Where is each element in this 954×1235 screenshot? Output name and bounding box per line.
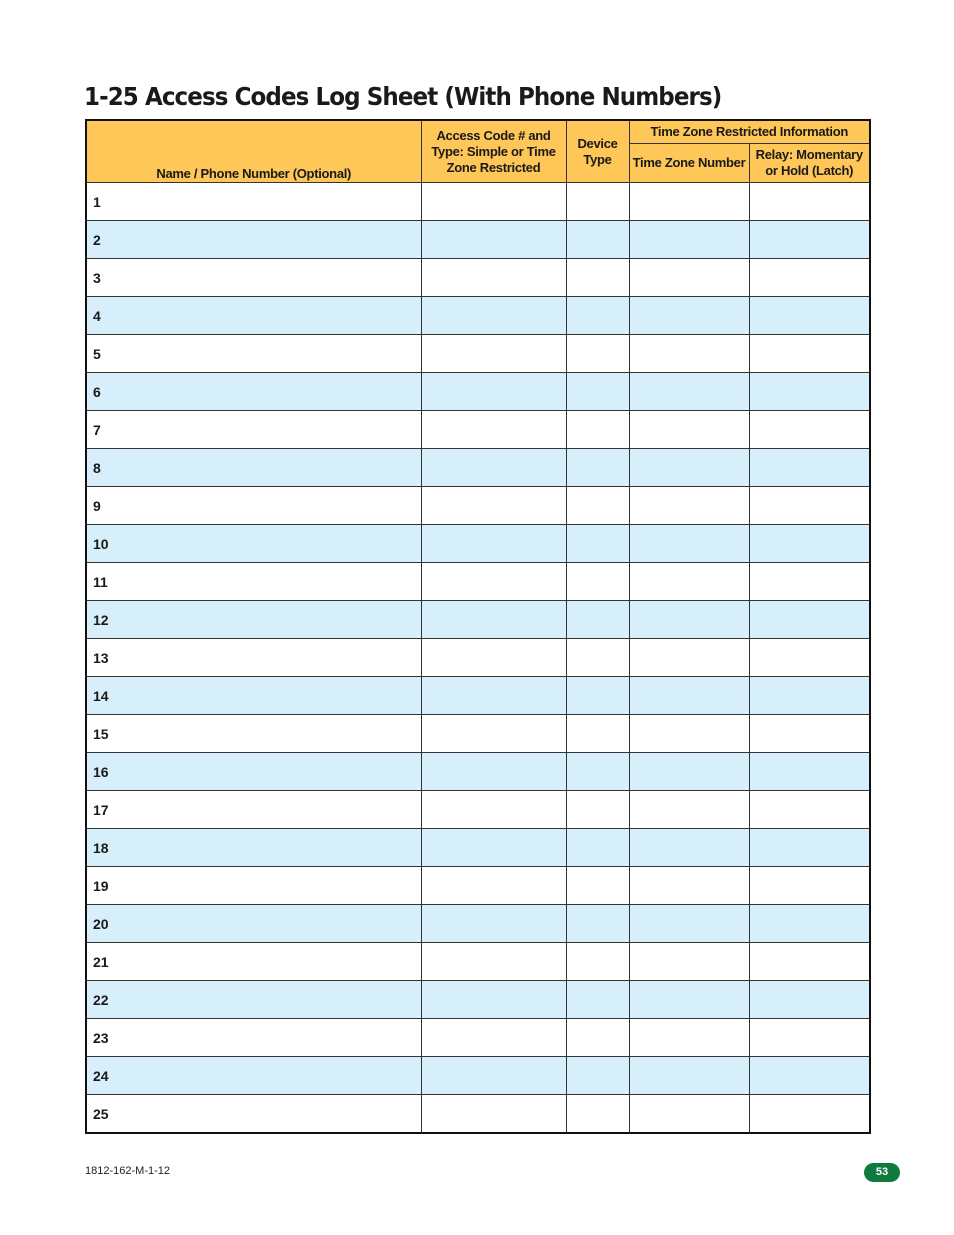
cell-device-type[interactable] — [566, 563, 629, 601]
table-row — [86, 639, 870, 677]
cell-access-code[interactable] — [421, 867, 566, 905]
cell-device-type[interactable] — [566, 449, 629, 487]
cell-name-phone[interactable]: 9 — [86, 487, 421, 525]
cell-device-type[interactable] — [566, 981, 629, 1019]
cell-time-zone-number[interactable] — [629, 487, 749, 525]
table-row — [86, 601, 870, 639]
cell-device-type[interactable] — [566, 943, 629, 981]
cell-time-zone-number[interactable] — [629, 183, 749, 221]
table-row — [86, 829, 870, 867]
cell-relay[interactable] — [749, 411, 870, 449]
cell-device-type[interactable] — [566, 487, 629, 525]
cell-relay[interactable] — [749, 715, 870, 753]
table-row — [86, 221, 870, 259]
cell-name-phone[interactable]: 7 — [86, 411, 421, 449]
cell-device-type[interactable] — [566, 259, 629, 297]
cell-time-zone-number[interactable] — [629, 411, 749, 449]
cell-time-zone-number[interactable] — [629, 753, 749, 791]
cell-time-zone-number[interactable] — [629, 373, 749, 411]
cell-access-code[interactable] — [421, 297, 566, 335]
cell-access-code[interactable] — [421, 449, 566, 487]
cell-access-code[interactable] — [421, 981, 566, 1019]
table-row — [86, 981, 870, 1019]
cell-time-zone-number[interactable] — [629, 449, 749, 487]
cell-relay[interactable] — [749, 297, 870, 335]
cell-access-code[interactable] — [421, 829, 566, 867]
page-title: 1-25 Access Codes Log Sheet (With Phone Numbers) — [84, 82, 722, 111]
cell-access-code[interactable] — [421, 905, 566, 943]
cell-time-zone-number[interactable] — [629, 829, 749, 867]
cell-access-code[interactable] — [421, 373, 566, 411]
cell-time-zone-number[interactable] — [629, 1019, 749, 1057]
cell-relay[interactable] — [749, 639, 870, 677]
cell-access-code[interactable] — [421, 943, 566, 981]
cell-relay[interactable] — [749, 905, 870, 943]
table-row — [86, 373, 870, 411]
cell-name-phone[interactable]: 1 — [86, 183, 421, 221]
cell-relay[interactable] — [749, 259, 870, 297]
cell-access-code[interactable] — [421, 259, 566, 297]
page-number-badge: 53 — [864, 1163, 900, 1182]
cell-access-code[interactable] — [421, 1019, 566, 1057]
cell-time-zone-number[interactable] — [629, 905, 749, 943]
cell-device-type[interactable] — [566, 791, 629, 829]
cell-name-phone[interactable]: 19 — [86, 867, 421, 905]
table-row — [86, 943, 870, 981]
cell-access-code[interactable] — [421, 753, 566, 791]
cell-device-type[interactable] — [566, 1057, 629, 1095]
cell-name-phone[interactable]: 12 — [86, 601, 421, 639]
cell-access-code[interactable] — [421, 183, 566, 221]
cell-name-phone[interactable]: 8 — [86, 449, 421, 487]
cell-access-code[interactable] — [421, 677, 566, 715]
cell-name-phone[interactable]: 22 — [86, 981, 421, 1019]
cell-relay[interactable] — [749, 1019, 870, 1057]
cell-time-zone-number[interactable] — [629, 297, 749, 335]
cell-device-type[interactable] — [566, 1019, 629, 1057]
table-row — [86, 1095, 870, 1134]
table-row — [86, 905, 870, 943]
cell-time-zone-number[interactable] — [629, 981, 749, 1019]
cell-time-zone-number[interactable] — [629, 601, 749, 639]
cell-relay[interactable] — [749, 753, 870, 791]
cell-access-code[interactable] — [421, 221, 566, 259]
table-row — [86, 525, 870, 563]
cell-time-zone-number[interactable] — [629, 221, 749, 259]
cell-device-type[interactable] — [566, 373, 629, 411]
cell-device-type[interactable] — [566, 905, 629, 943]
cell-relay[interactable] — [749, 221, 870, 259]
cell-device-type[interactable] — [566, 677, 629, 715]
cell-time-zone-number[interactable] — [629, 867, 749, 905]
cell-name-phone[interactable]: 15 — [86, 715, 421, 753]
cell-relay[interactable] — [749, 601, 870, 639]
cell-time-zone-number[interactable] — [629, 715, 749, 753]
cell-name-phone[interactable]: 5 — [86, 335, 421, 373]
cell-time-zone-number[interactable] — [629, 1095, 749, 1134]
cell-device-type[interactable] — [566, 867, 629, 905]
document-code: 1812-162-M-1-12 — [85, 1165, 170, 1177]
table-row — [86, 297, 870, 335]
cell-name-phone[interactable]: 3 — [86, 259, 421, 297]
cell-device-type[interactable] — [566, 639, 629, 677]
table-row — [86, 791, 870, 829]
cell-name-phone[interactable]: 18 — [86, 829, 421, 867]
cell-name-phone[interactable]: 25 — [86, 1095, 421, 1134]
cell-name-phone[interactable]: 17 — [86, 791, 421, 829]
cell-name-phone[interactable]: 11 — [86, 563, 421, 601]
cell-access-code[interactable] — [421, 601, 566, 639]
table-row — [86, 487, 870, 525]
cell-access-code[interactable] — [421, 563, 566, 601]
cell-time-zone-number[interactable] — [629, 1057, 749, 1095]
cell-relay[interactable] — [749, 867, 870, 905]
table-body — [86, 183, 870, 1134]
cell-name-phone[interactable]: 14 — [86, 677, 421, 715]
cell-relay[interactable] — [749, 1057, 870, 1095]
cell-relay[interactable] — [749, 183, 870, 221]
table-row — [86, 563, 870, 601]
header-access-code: Access Code # and Type: Simple or Time Zone Restricted — [421, 120, 566, 183]
table-row — [86, 449, 870, 487]
header-time-zone-group: Time Zone Restricted Information — [629, 120, 870, 144]
cell-access-code[interactable] — [421, 715, 566, 753]
cell-name-phone[interactable]: 4 — [86, 297, 421, 335]
header-time-zone-number: Time Zone Number — [629, 144, 749, 183]
cell-name-phone[interactable]: 20 — [86, 905, 421, 943]
cell-name-phone[interactable]: 10 — [86, 525, 421, 563]
table-row — [86, 867, 870, 905]
cell-relay[interactable] — [749, 487, 870, 525]
cell-device-type[interactable] — [566, 297, 629, 335]
cell-name-phone[interactable]: 24 — [86, 1057, 421, 1095]
cell-device-type[interactable] — [566, 753, 629, 791]
cell-relay[interactable] — [749, 677, 870, 715]
cell-relay[interactable] — [749, 335, 870, 373]
cell-relay[interactable] — [749, 449, 870, 487]
cell-name-phone[interactable]: 21 — [86, 943, 421, 981]
table-row — [86, 677, 870, 715]
cell-access-code[interactable] — [421, 791, 566, 829]
cell-name-phone[interactable]: 6 — [86, 373, 421, 411]
table-row — [86, 411, 870, 449]
cell-device-type[interactable] — [566, 715, 629, 753]
cell-relay[interactable] — [749, 525, 870, 563]
header-relay: Relay: Momentary or Hold (Latch) — [749, 144, 870, 183]
cell-name-phone[interactable]: 2 — [86, 221, 421, 259]
cell-access-code[interactable] — [421, 1057, 566, 1095]
table-row — [86, 1019, 870, 1057]
cell-relay[interactable] — [749, 829, 870, 867]
cell-name-phone[interactable]: 16 — [86, 753, 421, 791]
cell-device-type[interactable] — [566, 829, 629, 867]
cell-access-code[interactable] — [421, 487, 566, 525]
cell-time-zone-number[interactable] — [629, 259, 749, 297]
cell-relay[interactable] — [749, 563, 870, 601]
cell-time-zone-number[interactable] — [629, 639, 749, 677]
cell-access-code[interactable] — [421, 639, 566, 677]
cell-device-type[interactable] — [566, 525, 629, 563]
cell-device-type[interactable] — [566, 1095, 629, 1134]
table-row — [86, 715, 870, 753]
table-row — [86, 183, 870, 221]
table-header — [86, 120, 870, 183]
table-row — [86, 259, 870, 297]
cell-time-zone-number[interactable] — [629, 335, 749, 373]
cell-access-code[interactable] — [421, 335, 566, 373]
table-row — [86, 335, 870, 373]
cell-device-type[interactable] — [566, 335, 629, 373]
table-row — [86, 753, 870, 791]
cell-relay[interactable] — [749, 373, 870, 411]
cell-access-code[interactable] — [421, 1095, 566, 1134]
cell-relay[interactable] — [749, 791, 870, 829]
header-device-type: Device Type — [566, 120, 629, 183]
cell-device-type[interactable] — [566, 601, 629, 639]
cell-device-type[interactable] — [566, 221, 629, 259]
cell-access-code[interactable] — [421, 525, 566, 563]
cell-time-zone-number[interactable] — [629, 563, 749, 601]
cell-relay[interactable] — [749, 943, 870, 981]
cell-name-phone[interactable]: 13 — [86, 639, 421, 677]
cell-time-zone-number[interactable] — [629, 677, 749, 715]
cell-time-zone-number[interactable] — [629, 525, 749, 563]
cell-relay[interactable] — [749, 981, 870, 1019]
cell-device-type[interactable] — [566, 411, 629, 449]
header-name-phone: Name / Phone Number (Optional) — [86, 120, 421, 183]
cell-time-zone-number[interactable] — [629, 943, 749, 981]
cell-access-code[interactable] — [421, 411, 566, 449]
cell-relay[interactable] — [749, 1095, 870, 1134]
cell-time-zone-number[interactable] — [629, 791, 749, 829]
cell-name-phone[interactable]: 23 — [86, 1019, 421, 1057]
access-codes-log-table — [85, 119, 871, 1134]
cell-device-type[interactable] — [566, 183, 629, 221]
table-row — [86, 1057, 870, 1095]
